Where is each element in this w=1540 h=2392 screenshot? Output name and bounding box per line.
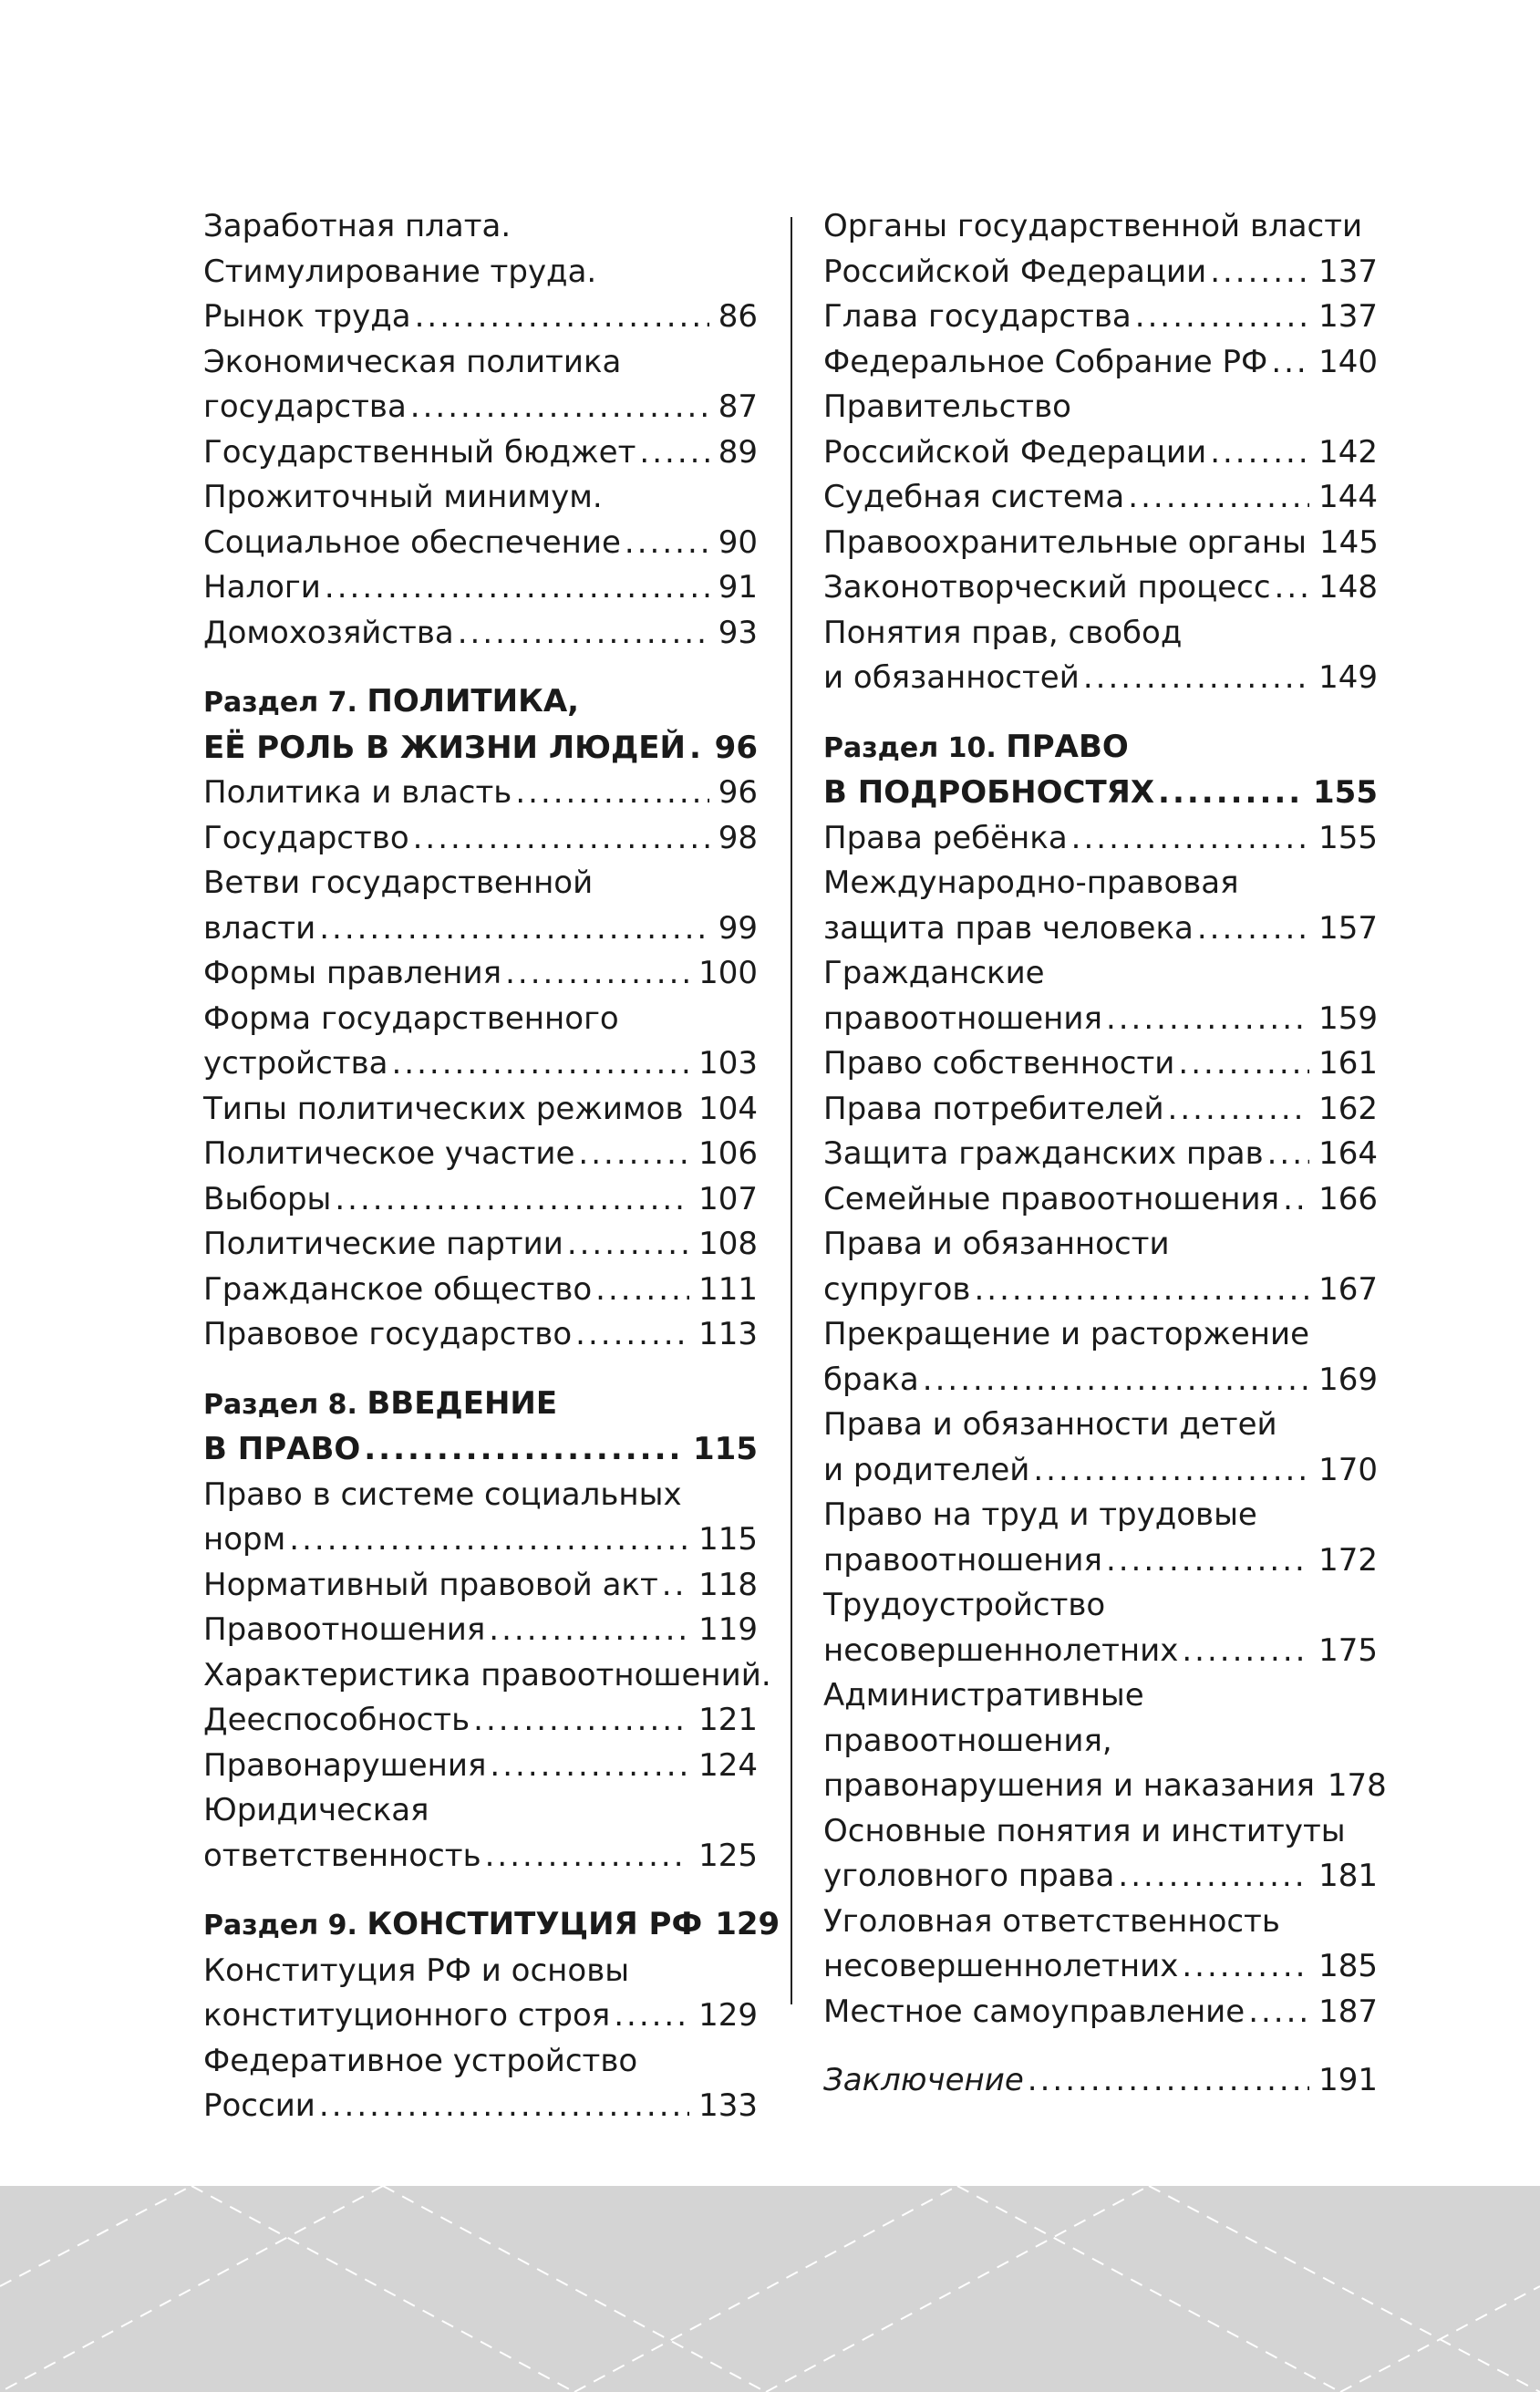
toc-entry-title: несовершеннолетних <box>823 1631 1179 1669</box>
toc-entry-title-line <box>823 951 1378 997</box>
page-number: 124 <box>698 1746 758 1784</box>
leader-dots <box>1168 1087 1310 1133</box>
leader-dots <box>410 385 709 430</box>
toc-entry <box>823 340 1378 386</box>
toc-entry-title-line <box>823 204 1378 250</box>
page-number: 91 <box>718 569 758 606</box>
toc-entry-title: ВВЕДЕНИЕ <box>367 1384 558 1422</box>
toc-entry <box>203 1177 758 1223</box>
page-number: 161 <box>1318 1045 1378 1082</box>
toc-entry-title: Правонарушения <box>203 1746 487 1784</box>
leader-dots <box>625 521 709 566</box>
toc-entry-title-line <box>203 204 758 250</box>
toc-entry-title: Местное самоуправление <box>823 1993 1245 2030</box>
toc-entry <box>203 1473 758 1563</box>
toc-entry <box>823 816 1378 862</box>
page-number: 90 <box>718 523 758 561</box>
toc-entry <box>823 1809 1378 1900</box>
toc-entry-title: Государственный бюджет <box>203 433 636 471</box>
page-number: 166 <box>1318 1180 1378 1217</box>
toc-entry <box>823 385 1378 475</box>
toc-entry-title: Политическое участие <box>203 1135 575 1172</box>
toc-entry-title: брака <box>823 1361 919 1398</box>
page-number: 191 <box>1318 2062 1378 2098</box>
page-number: 86 <box>718 298 758 335</box>
toc-entry <box>823 1673 1387 1809</box>
toc-entry-title: Политика и власть <box>203 774 512 811</box>
toc-entry-title: Трудоустройство <box>823 1587 1106 1623</box>
page-number: 108 <box>698 1226 758 1262</box>
toc-entry <box>823 1900 1378 1990</box>
toc-entry-title: несовершеннолетних <box>823 1948 1179 1984</box>
page-number: 155 <box>1318 819 1378 856</box>
toc-entry-title: ПРАВО <box>1006 728 1129 765</box>
toc-entry <box>203 340 758 430</box>
toc-entry-title: Федеральное Собрание РФ <box>823 343 1268 380</box>
toc-entry-title: В ПОДРОБНОСТЯХ <box>823 774 1155 811</box>
toc-section-heading <box>203 679 758 771</box>
toc-section-heading <box>823 725 1378 816</box>
leader-dots <box>1033 1448 1309 1494</box>
page-number: 121 <box>698 1702 758 1738</box>
toc-entry-title: Политические партии <box>203 1226 563 1262</box>
leader-dots <box>1197 906 1309 952</box>
toc-entry-title: Государство <box>203 819 409 856</box>
toc-entry-title: Форма государственного <box>203 999 619 1037</box>
toc-entry <box>823 565 1378 611</box>
leader-dots <box>567 1222 689 1268</box>
toc-entry-title: правоотношения <box>823 1541 1102 1579</box>
leader-dots <box>1210 250 1309 295</box>
toc-entry-title-line <box>823 611 1378 657</box>
page-number: 169 <box>1318 1361 1378 1398</box>
toc-section-heading <box>203 1902 780 1949</box>
toc-entry-title-line <box>823 1222 1378 1268</box>
page-number: 149 <box>1318 659 1378 696</box>
toc-entry-title: Права и обязанности <box>823 1226 1170 1262</box>
page-number: 129 <box>698 1997 758 2034</box>
page-number: 172 <box>1318 1541 1378 1579</box>
toc-entry-title: Уголовная ответственность <box>823 1902 1280 1940</box>
leader-dots <box>575 1312 689 1358</box>
toc-entry <box>203 430 758 476</box>
toc-entry-title: В ПРАВО <box>203 1431 361 1467</box>
toc-entry-title: Раздел 9. КОНСТИТУЦИЯ РФ <box>203 1906 703 1942</box>
page-number: 187 <box>1318 1993 1378 2030</box>
column-divider <box>791 217 792 2004</box>
leader-dots <box>1071 816 1309 862</box>
toc-entry-title: и обязанностей <box>823 659 1080 696</box>
leader-dots <box>391 1041 689 1087</box>
toc-entry <box>203 565 758 611</box>
page-number: 159 <box>1318 999 1378 1037</box>
toc-entry-title: Прожиточный минимум. <box>203 479 603 515</box>
page-number: 115 <box>698 1521 758 1558</box>
toc-entry-title-line <box>203 2039 758 2085</box>
toc-entry-title: Семейные правоотношения <box>823 1180 1280 1217</box>
toc-entry-title: государства <box>203 388 407 425</box>
toc-entry-title: защита прав человека <box>823 909 1194 947</box>
page-number: 113 <box>698 1316 758 1352</box>
leader-dots <box>325 565 709 611</box>
leader-dots <box>1128 475 1309 521</box>
leader-dots <box>974 1268 1309 1313</box>
toc-entry <box>203 951 758 997</box>
leader-dots <box>1135 295 1309 340</box>
toc-entry-title: Право на труд и трудовые <box>823 1496 1257 1533</box>
toc-entry-title: Права ребёнка <box>823 819 1068 856</box>
toc-entry-title: норм <box>203 1521 286 1558</box>
toc-entry-title: Конституция РФ и основы <box>203 1952 630 1989</box>
page-number: 137 <box>1318 298 1378 335</box>
toc-entry-title: Права потребителей <box>823 1090 1164 1127</box>
leader-dots <box>923 1358 1309 1403</box>
page-number: 125 <box>698 1837 758 1874</box>
leader-dots <box>1178 1041 1309 1087</box>
toc-entry-title: Формы правления <box>203 955 502 991</box>
page-number: 89 <box>718 433 758 471</box>
leader-dots <box>1106 997 1309 1042</box>
toc-entry-title: ЕЁ РОЛЬ В ЖИЗНИ ЛЮДЕЙ <box>203 729 686 766</box>
toc-entry <box>203 1788 758 1879</box>
page-number: 181 <box>1318 1858 1378 1894</box>
leader-dots <box>687 1087 690 1133</box>
page-number: 185 <box>1318 1948 1378 1984</box>
toc-entry-title: Федеративное устройство <box>203 2042 638 2079</box>
toc-entry <box>203 997 758 1087</box>
leader-dots <box>489 1608 689 1653</box>
page-number: 142 <box>1318 433 1378 471</box>
toc-entry-title-line <box>203 1653 771 1699</box>
page-number: 104 <box>698 1090 758 1127</box>
toc-entry-title: Рынок труда <box>203 298 411 335</box>
toc-entry-title: Понятия прав, свобод <box>823 614 1183 651</box>
toc-entry-title: Правительство <box>823 388 1071 425</box>
toc-entry-title-line <box>203 679 758 726</box>
page-number: 119 <box>698 1611 758 1648</box>
page-number: 107 <box>698 1180 758 1217</box>
toc-entry-title: Законотворческий процесс <box>823 569 1271 606</box>
leader-dots <box>458 611 709 657</box>
toc-entry-title: Права и обязанности детей <box>823 1406 1277 1443</box>
toc-entry <box>823 475 1378 521</box>
toc-entry-title-line <box>203 1788 758 1834</box>
leader-dots <box>1118 1854 1309 1900</box>
toc-entry-title-line <box>203 997 758 1042</box>
page-number: 87 <box>718 388 758 425</box>
toc-entry <box>823 1041 1378 1087</box>
page-number: 133 <box>698 2087 758 2124</box>
page-number: 118 <box>698 1566 758 1603</box>
toc-entry-title: и родителей <box>823 1451 1030 1488</box>
page-number: 115 <box>693 1431 758 1467</box>
toc-entry-title: правоотношения, <box>823 1722 1112 1759</box>
toc-entry <box>823 861 1378 951</box>
page-number: 137 <box>1318 253 1378 290</box>
page-number: 129 <box>715 1906 780 1942</box>
toc-entry <box>203 1653 771 1744</box>
toc-entry-title: Характеристика правоотношений. <box>203 1656 771 1693</box>
toc-entry-title: Налоги <box>203 569 321 606</box>
page-number: 96 <box>714 729 758 766</box>
toc-entry-title: России <box>203 2087 315 2124</box>
section-number: Раздел 10. <box>823 731 1007 764</box>
leader-dots <box>289 1517 689 1563</box>
toc-entry-title-line <box>823 1673 1378 1719</box>
page-number: 157 <box>1318 909 1378 947</box>
toc-entry-title: супругов <box>823 1270 971 1308</box>
toc-entry-title: Заработная плата. <box>203 208 512 244</box>
toc-entry <box>203 1608 758 1653</box>
toc-entry-title: Глава государства <box>823 298 1132 335</box>
toc-entry <box>823 1493 1378 1583</box>
toc-entry-title-line <box>823 385 1378 430</box>
page-number: 98 <box>718 819 758 856</box>
toc-entry-title: Основные понятия и институты <box>823 1812 1346 1849</box>
toc-entry-title: Правовое государство <box>203 1316 573 1352</box>
toc-entry-title: Органы государственной власти <box>823 208 1363 244</box>
toc-entry <box>203 1268 758 1313</box>
leader-dots <box>1248 1990 1309 2035</box>
toc-entry <box>203 1949 758 2039</box>
leader-dots <box>1210 430 1309 476</box>
toc-entry-title: Правоохранительные органы <box>823 523 1307 561</box>
leader-dots <box>662 1563 689 1609</box>
toc-entry <box>203 1744 758 1789</box>
leader-dots <box>1267 1132 1309 1177</box>
toc-entry-title: Заключение <box>823 2062 1024 2098</box>
toc-entry-title: Юридическая <box>203 1792 429 1828</box>
toc-entry-title: Правоотношения <box>203 1611 486 1648</box>
toc-entry-title-line <box>823 1403 1378 1448</box>
toc-entry-title: Гражданские <box>823 955 1045 991</box>
page-number: 162 <box>1318 1090 1378 1127</box>
toc-entry-title: Домохозяйства <box>203 614 454 651</box>
section-number: Раздел 8. <box>203 1388 367 1421</box>
page-number: 106 <box>698 1135 758 1172</box>
toc-entry-title: уголовного права <box>823 1858 1115 1894</box>
leader-dots <box>515 771 708 816</box>
toc-entry <box>203 816 758 862</box>
toc-entry <box>203 861 758 951</box>
leader-dots <box>1271 340 1309 386</box>
toc-entry-title-line <box>203 1382 758 1428</box>
toc-entry-title: Гражданское общество <box>203 1270 593 1308</box>
page-number: 155 <box>1313 774 1378 811</box>
toc-entry-title-line <box>823 1493 1378 1538</box>
leader-dots <box>413 816 709 862</box>
toc-entry-title: Экономическая политика <box>203 343 622 380</box>
toc-entry <box>823 611 1378 701</box>
leader-dots <box>473 1698 689 1744</box>
leader-dots <box>689 726 706 771</box>
toc-entry-title: Типы политических режимов <box>203 1090 684 1127</box>
toc-entry-title-line <box>823 861 1378 906</box>
leader-dots <box>319 906 709 952</box>
page-number: 96 <box>718 774 758 811</box>
leader-dots <box>490 1744 689 1789</box>
leader-dots <box>505 951 689 997</box>
toc-entry-title-line <box>203 1949 758 1994</box>
toc-entry <box>823 1403 1378 1493</box>
toc-entry-title: Право собственности <box>823 1045 1175 1082</box>
toc-entry <box>203 1087 758 1133</box>
toc-entry-title: правоотношения <box>823 999 1102 1037</box>
toc-entry-title-line <box>823 1809 1378 1855</box>
toc-entry <box>203 1222 758 1268</box>
toc-entry-title: устройства <box>203 1045 388 1082</box>
toc-entry-title: Выборы <box>203 1180 332 1217</box>
toc-entry <box>823 951 1378 1041</box>
toc-entry-title: правонарушения и наказания <box>823 1767 1315 1804</box>
leader-dots <box>639 430 708 476</box>
toc-entry-title: Социальное обеспечение <box>203 523 621 561</box>
page-number: 99 <box>718 909 758 947</box>
toc-entry-title-line <box>823 1900 1378 1945</box>
toc-entry-title: Дееспособность <box>203 1702 470 1738</box>
leader-dots <box>485 1834 689 1879</box>
toc-entry-title-line <box>203 861 758 906</box>
leader-dots <box>1283 1177 1309 1223</box>
leader-dots <box>1028 2058 1309 2104</box>
leader-dots <box>1182 1629 1309 1674</box>
toc-entry <box>823 2058 1378 2104</box>
section-number: Раздел 9. <box>203 1910 367 1942</box>
page-number: 93 <box>718 614 758 651</box>
page-number: 103 <box>698 1045 758 1082</box>
toc-entry-title: Российской Федерации <box>823 253 1207 290</box>
toc-entry <box>823 1312 1378 1403</box>
toc-entry <box>203 1132 758 1177</box>
leader-dots <box>1106 1538 1309 1584</box>
toc-entry-title-line <box>203 250 758 295</box>
toc-entry <box>203 1312 758 1358</box>
toc-entry <box>823 204 1378 295</box>
toc-entry-title: ПОЛИТИКА, <box>367 683 580 720</box>
toc-entry-title-line <box>203 340 758 386</box>
leader-dots <box>1275 565 1310 611</box>
toc-entry-title-line <box>823 1312 1378 1358</box>
toc-left-column <box>203 204 780 2129</box>
toc-entry <box>823 1990 1378 2035</box>
leader-dots <box>614 1993 689 2039</box>
page-number: 144 <box>1318 479 1378 515</box>
toc-entry-title: Судебная система <box>823 479 1125 515</box>
toc-entry-title-line <box>823 1583 1378 1629</box>
toc-entry-title: Прекращение и расторжение <box>823 1316 1310 1352</box>
leader-dots <box>1158 771 1304 816</box>
toc-entry-title: ответственность <box>203 1837 481 1874</box>
toc-entry-title: Российской Федерации <box>823 433 1207 471</box>
toc-entry-title-line <box>203 475 758 521</box>
toc-entry-title-line <box>823 1719 1378 1765</box>
toc-entry-title: власти <box>203 909 316 947</box>
toc-entry <box>203 2039 758 2129</box>
toc-entry <box>823 1177 1378 1223</box>
toc-entry <box>203 771 758 816</box>
toc-entry-title: Ветви государственной <box>203 865 594 901</box>
page-number: 178 <box>1327 1767 1387 1804</box>
toc-entry <box>823 1583 1378 1673</box>
section-number: Раздел 7. <box>203 687 367 719</box>
toc-entry-title: Административные <box>823 1677 1144 1714</box>
page-number: 145 <box>1318 523 1379 561</box>
leader-dots <box>319 2084 689 2129</box>
toc-entry-title-line <box>823 725 1378 771</box>
page-number: 164 <box>1318 1135 1378 1172</box>
leader-dots <box>578 1132 689 1177</box>
leader-dots <box>1083 656 1309 701</box>
leader-dots <box>1182 1944 1309 1990</box>
leader-dots <box>415 295 709 340</box>
page-number: 100 <box>698 955 758 991</box>
leader-dots <box>364 1427 684 1473</box>
toc-right-column <box>823 204 1387 2104</box>
toc-entry-title: Право в системе социальных <box>203 1476 682 1513</box>
toc-entry <box>203 1563 758 1609</box>
toc-entry <box>203 475 758 565</box>
leader-dots <box>335 1177 689 1223</box>
page-number: 170 <box>1318 1451 1378 1488</box>
toc-entry <box>203 204 758 340</box>
toc-entry <box>823 1222 1378 1312</box>
toc-entry-title: конституционного строя <box>203 1997 611 2034</box>
toc-entry-title: Стимулирование труда. <box>203 253 597 290</box>
toc-entry-title: Международно-правовая <box>823 865 1239 901</box>
decorative-footer-band <box>0 2186 1540 2392</box>
toc-entry-title: Защита гражданских прав <box>823 1135 1264 1172</box>
page-number: 175 <box>1318 1631 1378 1669</box>
page-number: 111 <box>698 1270 758 1308</box>
leader-dots <box>595 1268 689 1313</box>
page-number: 140 <box>1318 343 1378 380</box>
toc-entry-title-line <box>203 1473 758 1518</box>
page-number: 167 <box>1318 1270 1378 1308</box>
page-number: 148 <box>1318 569 1378 606</box>
diamond-pattern <box>0 2186 1540 2392</box>
toc-entry <box>203 611 758 657</box>
toc-entry-title: Нормативный правовой акт <box>203 1566 658 1603</box>
toc-section-heading <box>203 1382 758 1473</box>
toc-entry <box>823 1087 1378 1133</box>
toc-entry <box>823 295 1378 340</box>
toc-entry <box>823 521 1378 566</box>
toc-entry <box>823 1132 1378 1177</box>
